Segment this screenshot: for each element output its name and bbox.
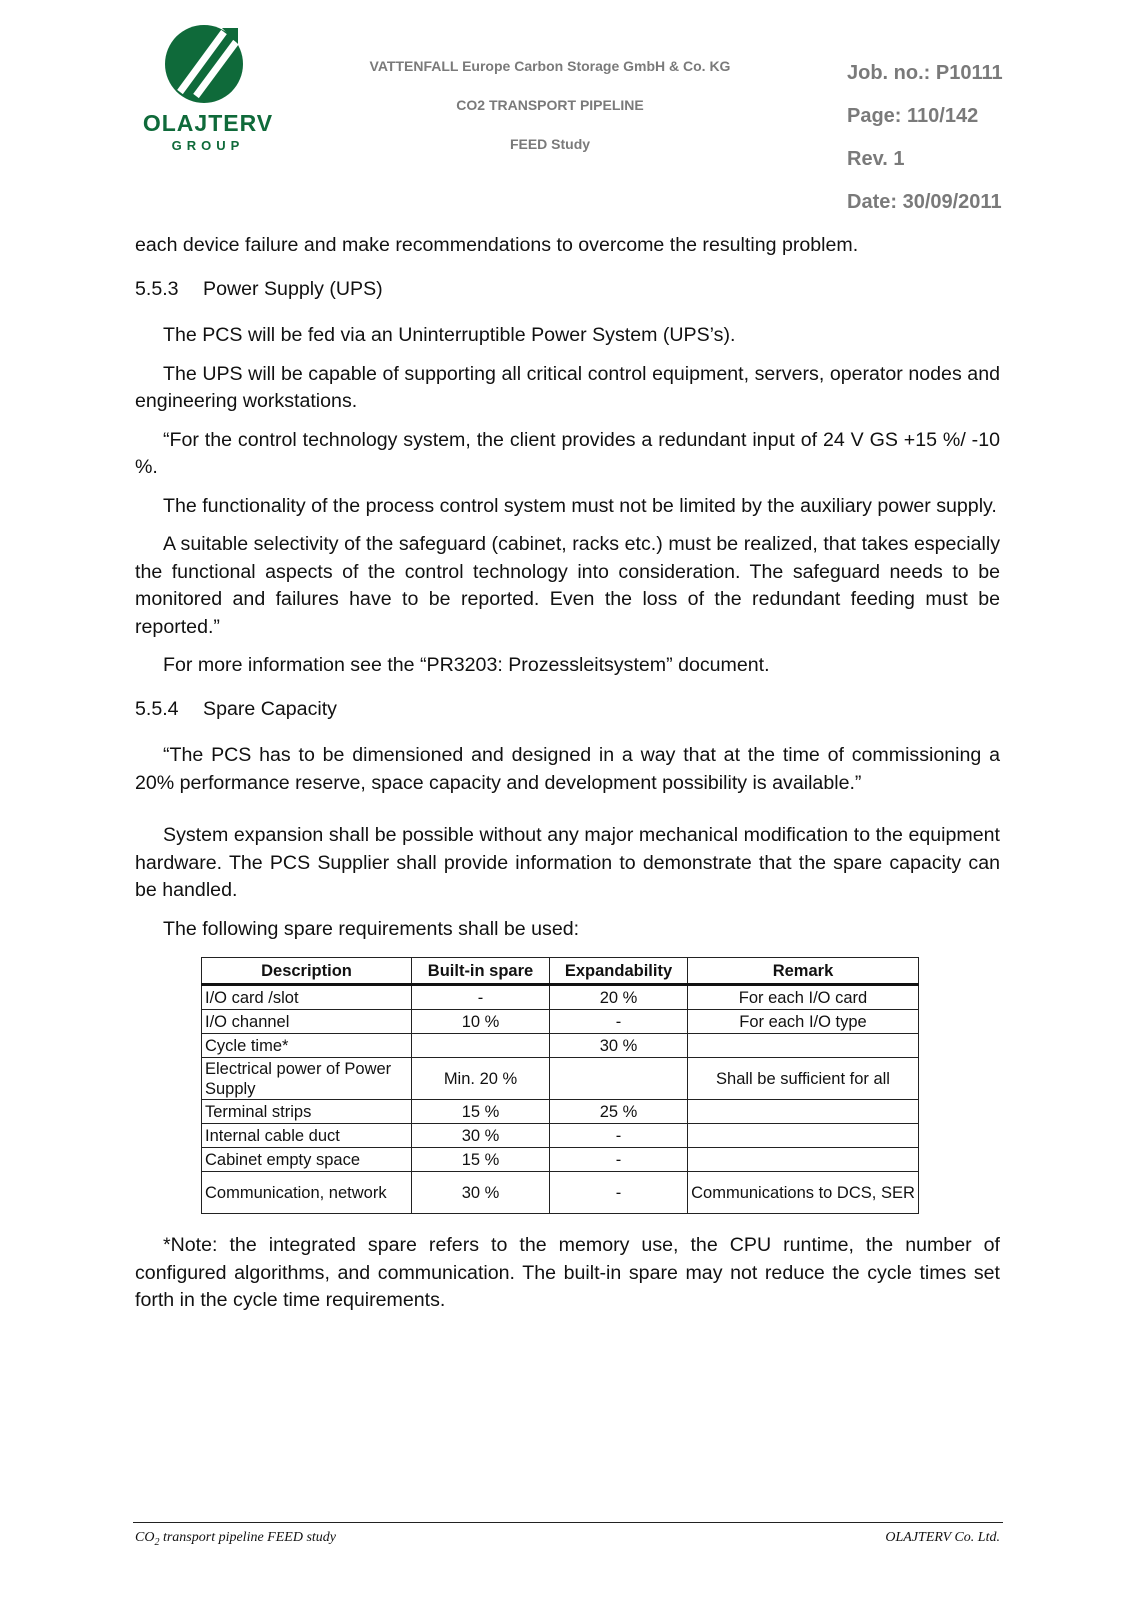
table-cell: 20 % [550,985,688,1010]
table-cell: 10 % [412,1010,550,1034]
paragraph: System expansion shall be possible without any major mechanical modification to the equipment hardware. The PCS Supplier shall provide information to demonstrate that the spare capacity can be handled. [135,824,1000,901]
paragraph: The functionality of the process control system must not be limited by the auxiliary power supply. [163,494,997,517]
document-body [135,232,1000,1326]
table-cell: 30 % [412,1172,550,1214]
logo-emblem-icon [138,24,278,114]
section-title: Power Supply (UPS) [203,277,383,300]
logo-group: GROUP [171,138,245,153]
table-row [202,1172,919,1214]
revision: Rev. 1 [847,148,905,170]
table-cell: 30 % [412,1124,550,1148]
paragraph: A suitable selectivity of the safeguard (cabinet, racks etc.) must be realized, that takes especially the functional aspects of the control technology into consideration. The safeguard needs to be monitored and failures have to be reported. Even the loss of the redundant feeding must be reported.” [135,533,1000,638]
table-header-row [202,958,919,985]
section-number: 5.5.4 [135,697,179,720]
paragraph: “The PCS has to be dimensioned and designed in a way that at the time of commissioning a 20% performance reserve, space capacity and development possibility is available.” [135,744,1000,794]
table-cell: Communication, network [202,1172,412,1214]
table-row [202,1124,919,1148]
column-header: Expandability [550,958,688,985]
page-number: Page: 110/142 [847,105,979,127]
column-header: Description [202,958,412,985]
section-title: Spare Capacity [203,697,337,720]
study-name: FEED Study [509,136,591,152]
logo-name: OLAJTERV [142,110,274,136]
job-number: Job. no.: P10111 [847,62,1003,84]
table-cell: For each I/O type [688,1010,919,1034]
table-cell [550,1058,688,1100]
table-cell: 15 % [412,1148,550,1172]
paragraph: “For the control technology system, the client provides a redundant input of 24 V GS +15 %/ -10 %. [135,428,1000,478]
table-cell: 15 % [412,1100,550,1124]
footer-right: OLAJTERV Co. Ltd. [885,1530,1000,1545]
header-center [330,58,770,175]
paragraph: For more information see the “PR3203: Prozessleitsystem” document. [163,654,770,676]
table-cell: 30 % [550,1034,688,1058]
paragraph-intro: each device failure and make recommendations to overcome the resulting problem. [135,234,859,256]
table-cell: Terminal strips [202,1100,412,1124]
header-info [847,62,1047,234]
column-header: Built-in spare [412,958,550,985]
table-row [202,1148,919,1172]
table-cell [688,1100,919,1124]
table-cell [688,1124,919,1148]
column-header: Remark [688,958,919,985]
table-cell: - [550,1148,688,1172]
table-row [202,1058,919,1100]
project-name: CO2 TRANSPORT PIPELINE [456,97,644,113]
company-name: VATTENFALL Europe Carbon Storage GmbH & Co. KG [369,58,731,74]
table-row [202,1034,919,1058]
table-cell: Internal cable duct [202,1124,412,1148]
table-cell: Cycle time* [202,1034,412,1058]
table-cell: I/O channel [202,1010,412,1034]
table-cell: - [550,1010,688,1034]
table-cell [688,1034,919,1058]
section-heading-5-5-3 [135,276,1000,304]
paragraph: The UPS will be capable of supporting all critical control equipment, servers, operator nodes and engineering workstations. [135,362,1000,412]
paragraph-note: *Note: the integrated spare refers to the memory use, the CPU runtime, the number of configured algorithms, and communication. The built-in spare may not reduce the cycle times set forth in the cycle time requirements. [135,1234,1000,1311]
section-heading-5-5-4 [135,696,1000,724]
footer-left: $CO_2$ transport pipeline FEED study [135,1530,336,1548]
table-row [202,1010,919,1034]
table-cell: For each I/O card [688,985,919,1010]
table-row [202,1100,919,1124]
paragraph: The following spare requirements shall be used: [163,917,580,940]
spare-requirements-table [201,957,919,1214]
table-row [202,985,919,1010]
section-number: 5.5.3 [135,277,179,300]
paragraph: The PCS will be fed via an Uninterruptible Power System (UPS’s). [163,324,736,346]
table-cell: Shall be sufficient for all [688,1058,919,1100]
spare-requirements-table-wrap [201,957,1000,1214]
table-cell: - [550,1172,688,1214]
table-cell: 25 % [550,1100,688,1124]
footer-divider [133,1522,1003,1523]
document-date: Date: 30/09/2011 [847,191,1002,213]
olajterv-logo [138,24,278,159]
table-cell [412,1034,550,1058]
table-cell [688,1148,919,1172]
table-cell: Electrical power of Power Supply [202,1058,412,1100]
table-cell: I/O card /slot [202,985,412,1010]
table-cell: Cabinet empty space [202,1148,412,1172]
table-cell: Communications to DCS, SER [688,1172,919,1214]
table-cell: - [412,985,550,1010]
table-cell: - [550,1124,688,1148]
table-cell: Min. 20 % [412,1058,550,1100]
